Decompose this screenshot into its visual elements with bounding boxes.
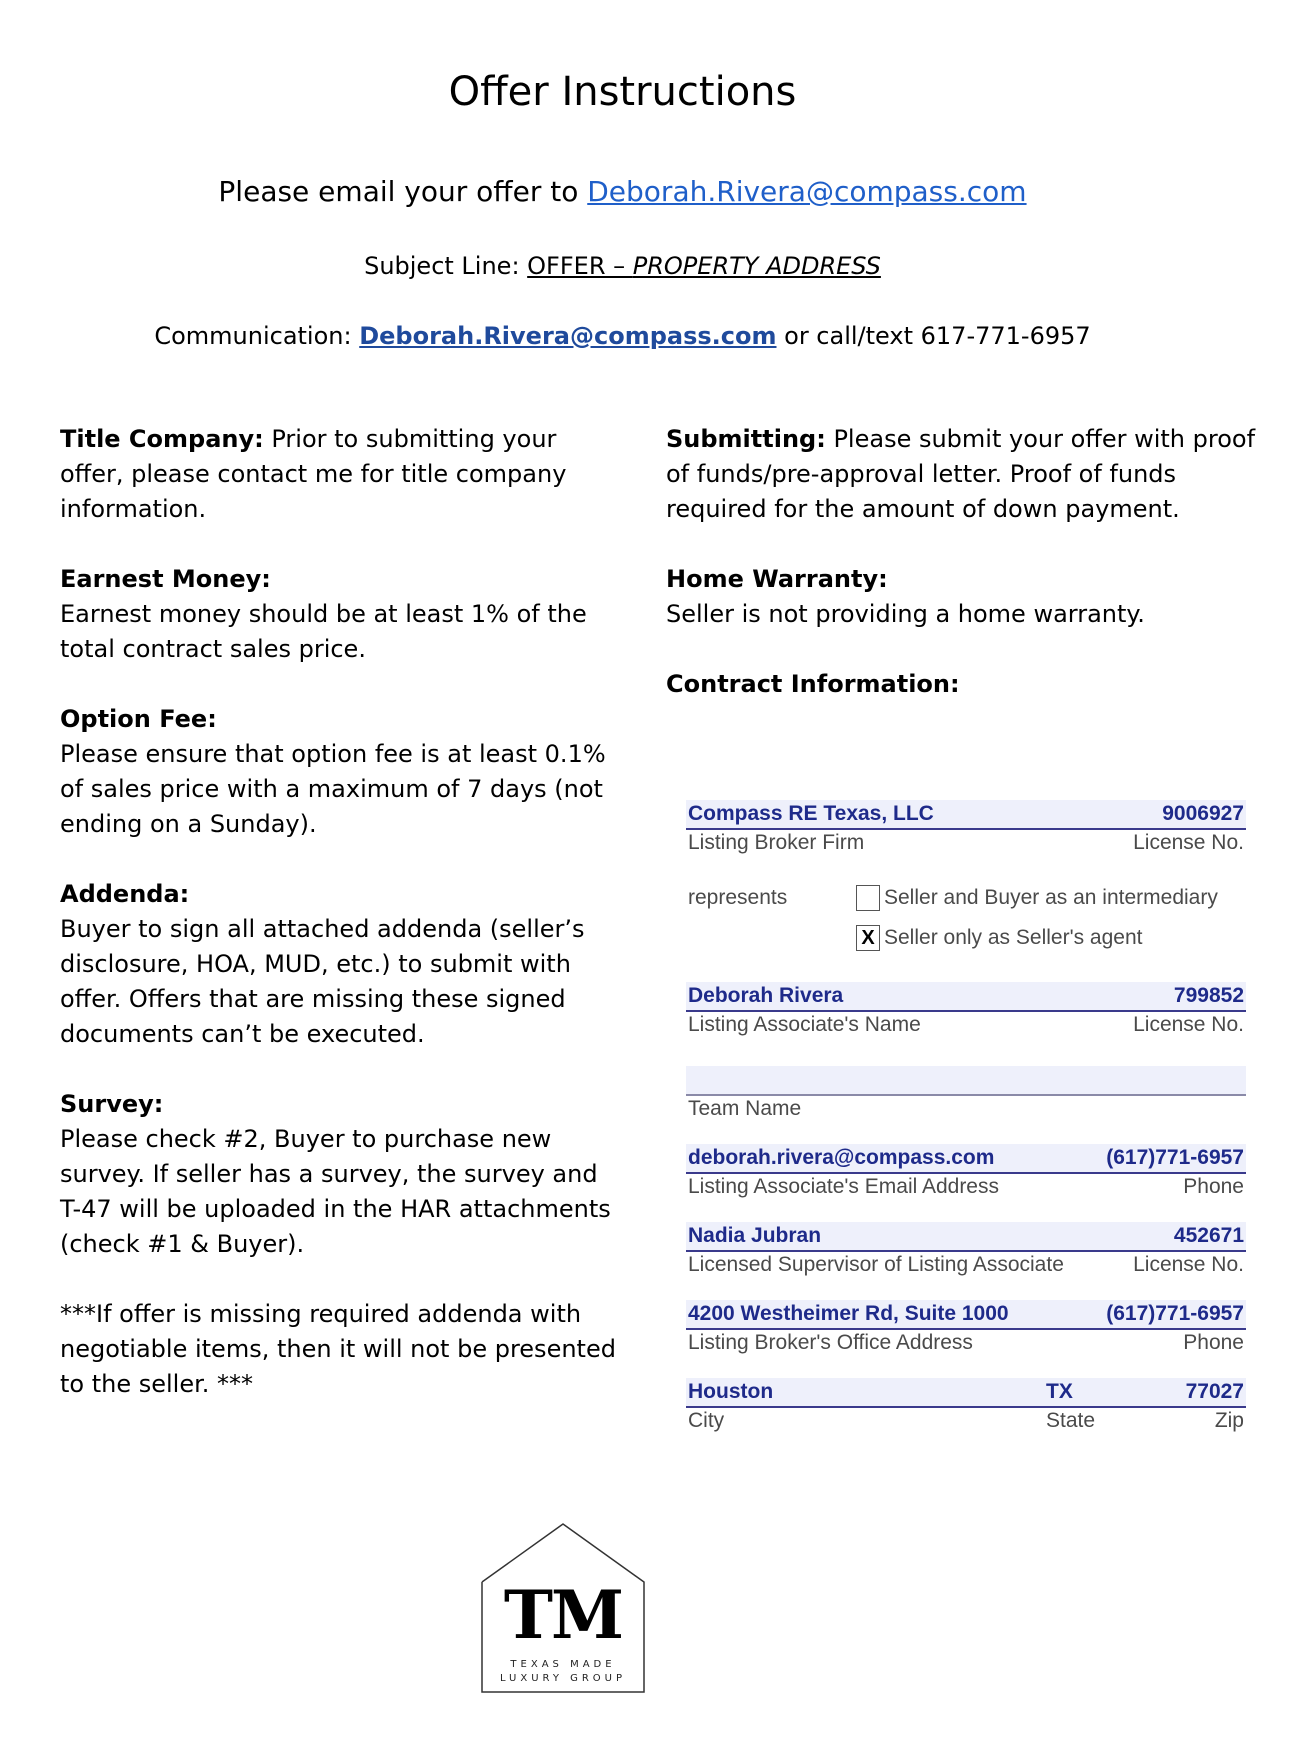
addenda-section bbox=[60, 877, 620, 1052]
offer-email-link[interactable]: Deborah.Rivera@compass.com bbox=[587, 175, 1027, 208]
submitting-label: Submitting: bbox=[666, 425, 826, 453]
office-address-row bbox=[686, 1300, 1246, 1354]
survey-section bbox=[60, 1087, 620, 1262]
earnest-money-section bbox=[60, 562, 620, 667]
logo-line-1: TEXAS MADE bbox=[510, 1659, 616, 1670]
addenda-text: Buyer to sign all attached addenda (seller’s disclosure, HOA, MUD, etc.) to submit with offer. Offers that are missing these signed documents can’t be executed. bbox=[60, 915, 585, 1048]
earnest-money-label: Earnest Money: bbox=[60, 565, 271, 593]
subject-line bbox=[0, 248, 1245, 284]
home-warranty-label: Home Warranty: bbox=[666, 565, 888, 593]
communication-phone: or call/text 617-771-6957 bbox=[776, 322, 1091, 350]
communication-line bbox=[0, 318, 1245, 354]
submitting-text: Please submit your offer with proof of funds/pre-approval letter. Proof of funds required for the amount of down payment. bbox=[666, 425, 1256, 523]
office-phone-label: Phone bbox=[1183, 1331, 1244, 1354]
broker-license-value: 9006927 bbox=[1162, 802, 1244, 825]
associate-email-label: Listing Associate's Email Address bbox=[688, 1175, 999, 1198]
supervisor-value: Nadia Jubran bbox=[688, 1224, 822, 1247]
associate-license-label: License No. bbox=[1133, 1013, 1244, 1036]
office-phone-value: (617)771-6957 bbox=[1106, 1302, 1244, 1325]
office-address-value: 4200 Westheimer Rd, Suite 1000 bbox=[688, 1302, 1009, 1325]
email-instruction bbox=[0, 172, 1245, 212]
supervisor-license-label: License No. bbox=[1133, 1253, 1244, 1276]
logo-mark: TM bbox=[503, 1576, 623, 1654]
associate-phone-label: Phone bbox=[1183, 1175, 1244, 1198]
communication-label: Communication: bbox=[154, 322, 360, 350]
associate-email-value: deborah.rivera@compass.com bbox=[688, 1146, 995, 1169]
subject-line-label: Subject Line: bbox=[364, 252, 528, 280]
logo-line-2: LUXURY GROUP bbox=[499, 1673, 627, 1684]
submitting-section bbox=[666, 422, 1256, 527]
state-value: TX bbox=[1046, 1380, 1073, 1403]
associate-name-row bbox=[686, 982, 1246, 1036]
seller-agent-label: Seller only as Seller's agent bbox=[884, 926, 1143, 949]
title-company-text: Prior to submitting your offer, please contact me for title company information. bbox=[60, 425, 567, 523]
email-instruction-text: Please email your offer to bbox=[218, 175, 588, 208]
contract-info-form bbox=[686, 800, 1246, 1456]
subject-property-address: PROPERTY ADDRESS bbox=[632, 252, 881, 280]
title-company-label: Title Company: bbox=[60, 425, 264, 453]
broker-firm-row bbox=[686, 800, 1246, 854]
state-label: State bbox=[1046, 1409, 1096, 1432]
home-warranty-text: Seller is not providing a home warranty. bbox=[666, 600, 1145, 628]
option-fee-label: Option Fee: bbox=[60, 705, 217, 733]
associate-name-value: Deborah Rivera bbox=[688, 984, 844, 1007]
option-fee-text: Please ensure that option fee is at least 0.1% of sales price with a maximum of 7 days (not ending on a Sunday). bbox=[60, 740, 606, 838]
office-address-label: Listing Broker's Office Address bbox=[688, 1331, 973, 1354]
associate-license-value: 799852 bbox=[1173, 984, 1244, 1007]
home-warranty-section bbox=[666, 562, 1256, 632]
missing-addenda-note: ***If offer is missing required addenda with negotiable items, then it will not be presented to the seller. *** bbox=[60, 1300, 616, 1398]
represents-option-seller-agent bbox=[856, 924, 1142, 952]
intermediary-label: Seller and Buyer as an intermediary bbox=[884, 886, 1218, 909]
supervisor-label: Licensed Supervisor of Listing Associate bbox=[688, 1253, 1064, 1276]
city-label: City bbox=[688, 1409, 725, 1432]
represents-label: represents bbox=[688, 886, 788, 909]
left-column bbox=[60, 422, 620, 1402]
broker-firm-value: Compass RE Texas, LLC bbox=[688, 802, 934, 825]
seller-agent-checkbox[interactable]: X bbox=[856, 925, 880, 951]
page-title: Offer Instructions bbox=[448, 69, 797, 115]
contract-info-label: Contract Information: bbox=[666, 670, 960, 698]
city-state-zip-row bbox=[686, 1378, 1246, 1432]
associate-email-row bbox=[686, 1144, 1246, 1198]
survey-text: Please check #2, Buyer to purchase new survey. If seller has a survey, the survey and T-47 will be uploaded in the HAR attachments (check #1 & Buyer). bbox=[60, 1125, 611, 1258]
zip-value: 77027 bbox=[1185, 1380, 1244, 1403]
survey-label: Survey: bbox=[60, 1090, 164, 1118]
contract-info-section bbox=[666, 667, 1256, 702]
addenda-label: Addenda: bbox=[60, 880, 190, 908]
team-name-label: Team Name bbox=[688, 1097, 802, 1120]
zip-label: Zip bbox=[1214, 1409, 1244, 1432]
intermediary-checkbox[interactable] bbox=[856, 885, 880, 911]
represents-option-intermediary bbox=[856, 884, 1218, 912]
supervisor-row bbox=[686, 1222, 1246, 1276]
subject-offer: OFFER – bbox=[527, 252, 633, 280]
communication-email-link[interactable]: Deborah.Rivera@compass.com bbox=[359, 322, 777, 350]
earnest-money-text: Earnest money should be at least 1% of the total contract sales price. bbox=[60, 600, 587, 663]
title-company-section bbox=[60, 422, 620, 527]
broker-firm-label: Listing Broker Firm bbox=[688, 831, 865, 854]
option-fee-section bbox=[60, 702, 620, 842]
supervisor-license-value: 452671 bbox=[1173, 1224, 1244, 1247]
right-column bbox=[666, 422, 1256, 737]
city-value: Houston bbox=[688, 1380, 774, 1403]
associate-phone-value: (617)771-6957 bbox=[1106, 1146, 1244, 1169]
associate-name-label: Listing Associate's Name bbox=[688, 1013, 921, 1036]
represents-row bbox=[686, 878, 1246, 960]
team-name-row bbox=[686, 1066, 1246, 1120]
broker-license-label: License No. bbox=[1133, 831, 1244, 854]
